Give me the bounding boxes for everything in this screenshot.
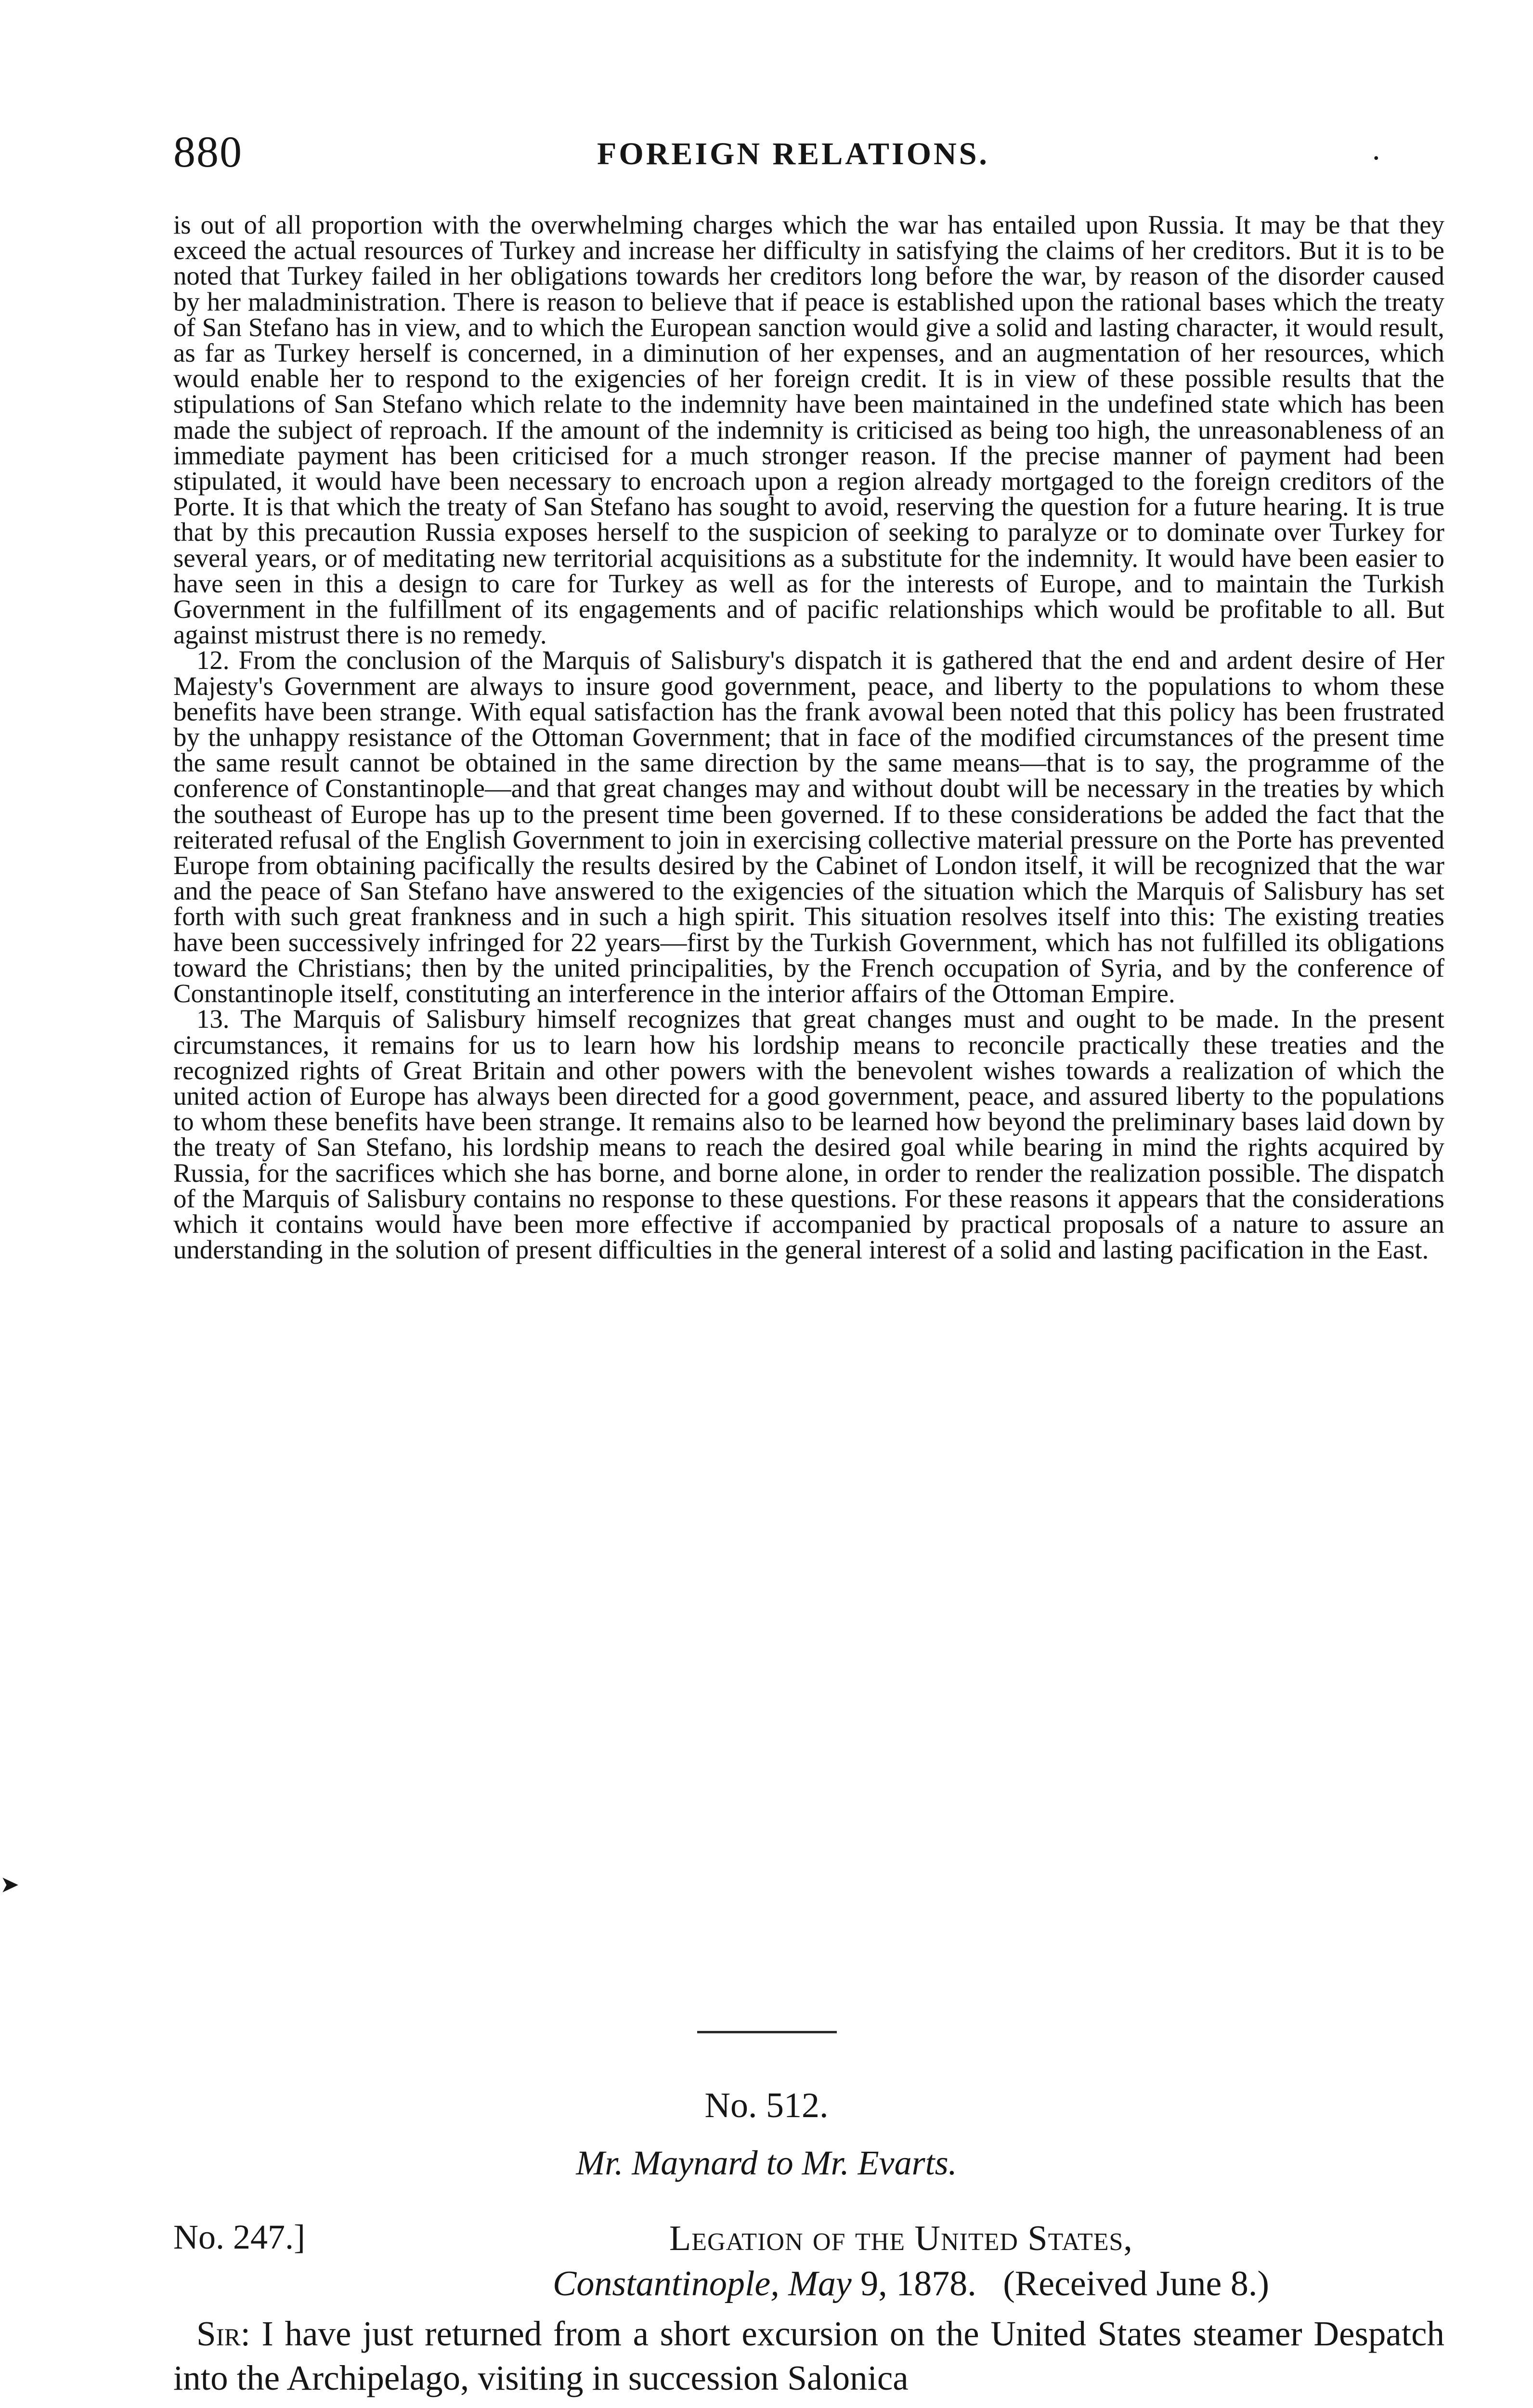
legation-heading: Legation of the United States, [669, 2219, 1133, 2258]
letter-paragraph [173, 2312, 1444, 2400]
received-date: (Received June 8.) [1003, 2264, 1269, 2303]
document-number: No. 512. [704, 2086, 829, 2125]
paragraph-13: 13. The Marquis of Salisbury himself recognizes that great changes must and ought to be made. In the present circumstances, it remains for us to learn how his lordship means to reconcile practically these treaties and the recognized rights of Great Britain and other powers with the benevolent wishes towards a realization of which the united action of Europe has always been directed for a good government, peace, and assured liberty to the populations to whom these benefits have been strange. It remains also to be learned how beyond the preliminary bases laid down by the treaty of San Stefano, his lordship means to reach the desired goal while bearing in mind the rights acquired by Russia, for the sacrifices which she has borne, and borne alone, in order to render the realization possible. The dispatch of the Marquis of Salisbury contains no response to these questions. For these reasons it appears that the considerations which it contains would have been more effective if accompanied by practical proposals of a nature to assure an understanding in the solution of present difficulties in the general interest of a solid and lasting pacification in the East. [173, 1004, 1444, 1265]
paragraph-11-continued: is out of all proportion with the overwhelming charges which the war has entailed upon Russia. It may be that they exceed the actual resources of Turkey and increase her difficulty in satisfying the claims of her creditors. But it is to be noted that Turkey failed in her obligations towards her creditors long before the war, by reason of the disorder caused by her maladministration. There is reason to believe that if peace is established upon the rational bases which the treaty of San Stefano has in view, and to which the European sanction would give a solid and lasting character, it would result, as far as Turkey herself is concerned, in a diminution of her expenses, and an augmentation of her resources, which would enable her to respond to the exigencies of her foreign credit. It is in view of these possible results that the stipulations of San Stefano which relate to the indemnity have been maintained in the undefined state which has been made the subject of reproach. If the amount of the indemnity is criticised as being too high, the unreasonableness of an immediate payment has been criticised for a much stronger reason. If the precise manner of payment had been stipulated, it would have been necessary to encroach upon a region already mortgaged to the foreign creditors of the Porte. It is that which the treaty of San Stefano has sought to avoid, reserving the question for a future hearing. It is true that by this precaution Russia exposes herself to the suspicion of seeking to paralyze or to dominate over Turkey for several years, or of meditating new territorial acquisitions as a substitute for the indemnity. It would have been easier to have seen in this a design to care for Turkey as well as for the interests of Europe, and to maintain the Turkish Government in the fulfillment of its engagements and of pacific relationships which would be profitable to all. But against mistrust there is no remedy. [173, 210, 1444, 650]
letter-text: I have just returned from a short excursion on the United States steamer Despatch into the Archipelago, visiting in succession Salonica [173, 2314, 1444, 2397]
letter-body [173, 2312, 1444, 2400]
page-number: 880 [173, 127, 243, 176]
margin-arrow-icon: ➤ [0, 1872, 20, 1898]
running-title: FOREIGN RELATIONS. [597, 136, 989, 171]
reference-number: No. 247.] [173, 2218, 305, 2256]
dateline [553, 2264, 1269, 2304]
day-year: 9, 1878. [851, 2264, 976, 2303]
header-mark: . [1372, 131, 1380, 167]
paragraph-12: 12. From the conclusion of the Marquis of Salisbury's dispatch it is gathered that the end and ardent desire of Her Majesty's Government are always to insure good government, peace, and liberty to the populations to whom these benefits have been strange. With equal satisfaction has the frank avowal been noted that this policy has been frustrated by the unhappy resistance of the Ottoman Government; that in face of the modified circumstances of the present time the same result cannot be obtained in the same direction by the same means—that is to say, the programme of the conference of Constantinople—and that great changes may and without doubt will be necessary in the treaties by which the southeast of Europe has up to the present time been governed. If to these considerations be added the fact that the reiterated refusal of the English Government to join in exercising collective material pressure on the Porte has prevented Europe from obtaining pacifically the results desired by the Cabinet of London itself, it will be recognized that the war and the peace of San Stefano have answered to the exigencies of the situation which the Marquis of Salisbury has set forth with such great frankness and in such a high spirit. This situation resolves itself into this: The existing treaties have been successively infringed for 22 years—first by the Turkish Government, which has not fulfilled its obligations toward the Christians; then by the united principalities, by the French occupation of Syria, and by the conference of Constantinople itself, constituting an interference in the interior affairs of the Ottoman Empire. [173, 645, 1444, 1008]
document-from-to: Mr. Maynard to Mr. Evarts. [576, 2144, 957, 2182]
place-date: Constantinople, May [553, 2264, 852, 2303]
body-text [173, 210, 1444, 1265]
running-head [173, 126, 1444, 184]
salutation: Sir: [196, 2314, 250, 2353]
section-divider [697, 2031, 837, 2033]
